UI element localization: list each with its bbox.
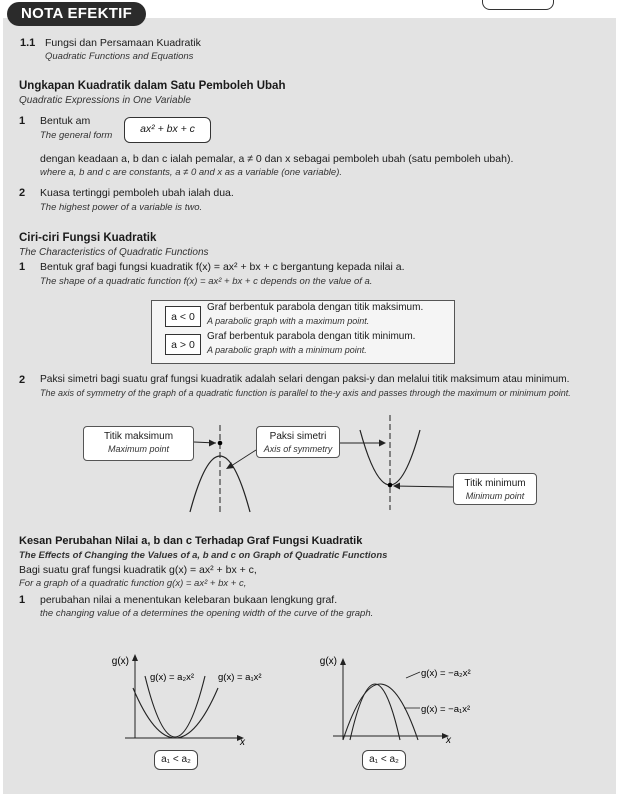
right-curve1-label: g(x) = −a₂x² — [421, 668, 471, 679]
a-effect-graphs — [0, 648, 622, 748]
right-curve2-label: g(x) = −a₁x² — [421, 704, 471, 715]
section-title-en: Quadratic Functions and Equations — [45, 51, 194, 62]
left-curve1-label: g(x) = a₂x² — [150, 672, 195, 683]
highest-power-text: Kuasa tertinggi pemboleh ubah ialah dua. — [40, 187, 234, 199]
axis-label-en: Axis of symmetry — [263, 444, 333, 454]
condition-inequality: a < 0 — [165, 306, 201, 327]
min-point-label-en: Minimum point — [465, 491, 525, 501]
graph-shape-text-en: The shape of a quadratic function f(x) = ax² + bx + c depends on the value of a. — [40, 276, 373, 287]
ungkapan-heading: Ungkapan Kuadratik dalam Satu Pemboleh Ubah — [19, 80, 286, 92]
kesan-intro: Bagi suatu graf fungsi kuadratik g(x) = ax² + bx + c, — [19, 564, 257, 576]
condition-inequality: a > 0 — [165, 334, 201, 355]
item-number: 1 — [19, 594, 26, 606]
graph-shape-text: Bentuk graf bagi fungsi kuadratik f(x) = ax² + bx + c bergantung kepada nilai a. — [40, 261, 405, 273]
axis-pointer-right-arrowhead — [379, 440, 386, 447]
axis-label: Paksi simetri — [269, 431, 327, 442]
condition-text: Graf berbentuk parabola dengan titik maksimum. — [207, 302, 424, 313]
opening-width-text-en: the changing value of a determines the opening width of the curve of the graph. — [40, 608, 374, 619]
ciri-heading-en: The Characteristics of Quadratic Functions — [19, 247, 209, 258]
nota-efektif-badge: NOTA EFEKTIF — [7, 2, 146, 26]
ciri-heading: Ciri-ciri Fungsi Kuadratik — [19, 232, 157, 244]
right-relation-pill: a₁ < a₂ — [362, 750, 406, 770]
general-form-label-en: The general form — [40, 130, 113, 141]
min-pointer-line — [394, 486, 453, 487]
left-y-arrowhead — [132, 654, 138, 661]
general-form-label: Bentuk am — [40, 115, 91, 127]
min-point-dot — [388, 483, 393, 488]
max-pointer-arrowhead — [209, 440, 216, 447]
kesan-heading-en: The Effects of Changing the Values of a, b and c on Graph of Quadratic Functions — [19, 550, 388, 561]
condition-text-en: A parabolic graph with a maximum point. — [207, 316, 370, 326]
highest-power-text-en: The highest power of a variable is two. — [40, 202, 203, 213]
item-number: 1 — [19, 261, 26, 273]
page-tab-decoration — [482, 0, 554, 10]
item-number: 2 — [19, 374, 26, 386]
left-relation-pill: a₁ < a₂ — [154, 750, 198, 770]
left-wide-curve — [133, 688, 218, 738]
max-point-label-en: Maximum point — [107, 444, 170, 454]
axis-callout — [256, 426, 340, 458]
left-ylabel: g(x) — [111, 656, 129, 667]
item-number: 2 — [19, 187, 26, 199]
min-point-label: Titik minimum — [464, 478, 526, 489]
right-narrow-curve — [350, 684, 400, 740]
max-point-dot — [218, 441, 223, 446]
constants-description: dengan keadaan a, b dan c ialah pemalar, a ≠ 0 dan x sebagai pemboleh ubah (satu pemboleh ubah). — [40, 153, 514, 165]
section-title: Fungsi dan Persamaan Kuadratik — [45, 37, 201, 49]
kesan-heading: Kesan Perubahan Nilai a, b dan c Terhadap Graf Fungsi Kuadratik — [19, 535, 363, 547]
max-point-callout — [83, 426, 194, 461]
ungkapan-heading-en: Quadratic Expressions in One Variable — [19, 95, 191, 106]
min-point-callout — [453, 473, 537, 505]
constants-description-en: where a, b and c are constants, a ≠ 0 and x as a variable (one variable). — [40, 167, 342, 178]
axis-symmetry-text: Paksi simetri bagi suatu graf fungsi kuadratik adalah selari dengan paksi-y dan melalui titik maksimum atau minimum. — [40, 374, 570, 385]
condition-text-en: A parabolic graph with a minimum point. — [207, 345, 367, 355]
left-curve2-label: g(x) = a₁x² — [218, 672, 262, 683]
left-xlabel: x — [240, 737, 245, 748]
right-xlabel: x — [446, 735, 451, 746]
right-y-arrowhead — [340, 658, 346, 665]
right-ylabel: g(x) — [319, 656, 337, 667]
section-number: 1.1 — [20, 37, 36, 49]
condition-text: Graf berbentuk parabola dengan titik minimum. — [207, 331, 416, 342]
general-form-formula: ax² + bx + c — [124, 117, 211, 143]
left-narrow-curve — [145, 676, 205, 737]
right-wide-curve — [343, 684, 418, 740]
axis-symmetry-text-en: The axis of symmetry of the graph of a quadratic function is parallel to the-y axis and passes through the maximum or minimum point. — [40, 388, 571, 398]
kesan-intro-en: For a graph of a quadratic function g(x) = ax² + bx + c, — [19, 578, 247, 589]
item-number: 1 — [19, 115, 26, 127]
right-curve1-pointer — [406, 672, 420, 678]
max-point-label: Titik maksimum — [103, 431, 174, 442]
opening-width-text: perubahan nilai a menentukan kelebaran bukaan lengkung graf. — [40, 594, 338, 606]
